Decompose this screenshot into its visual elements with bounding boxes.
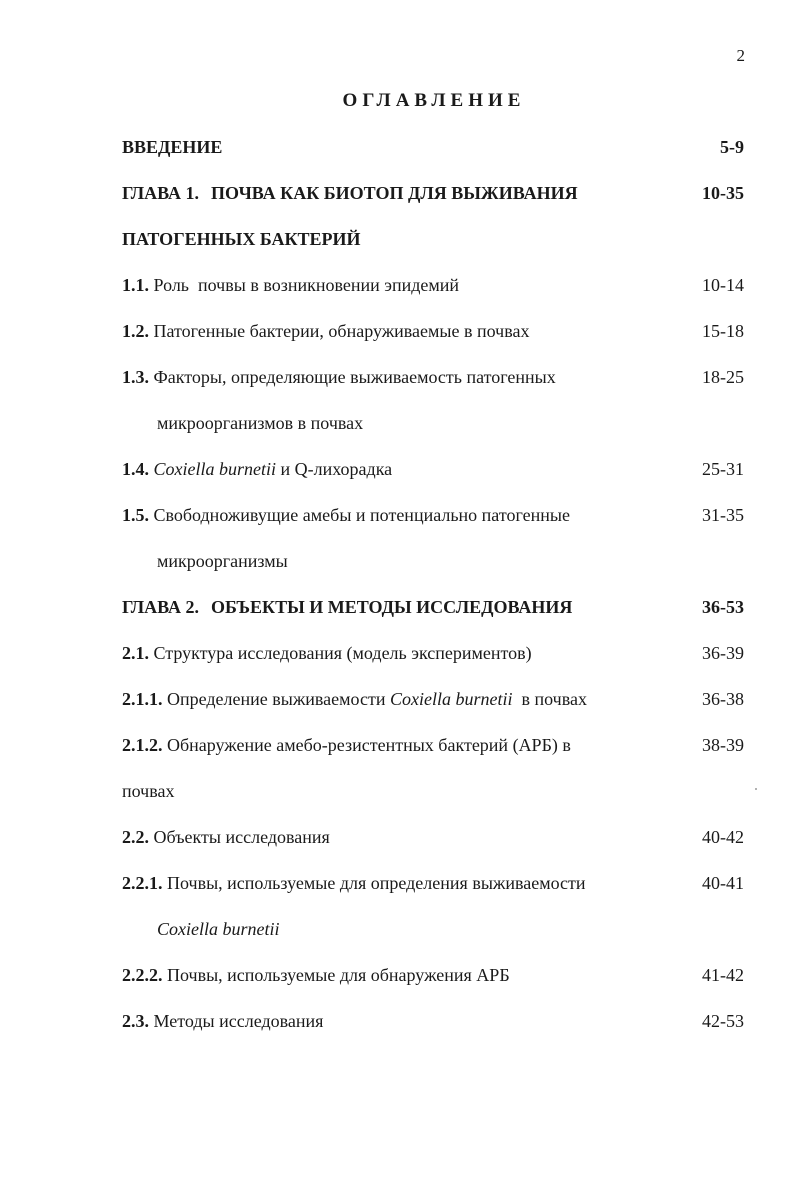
toc-entry-number: 2.2.2. bbox=[122, 965, 163, 985]
toc-entry-pages: 40-41 bbox=[702, 873, 744, 893]
toc-entry-title: Объекты исследования bbox=[153, 827, 330, 847]
toc-entry-title-pre: Определение выживаемости bbox=[167, 689, 390, 709]
toc-entry-title: ОБЪЕКТЫ И МЕТОДЫ ИССЛЕДОВАНИЯ bbox=[211, 597, 573, 617]
toc-entry-1-1[interactable] bbox=[0, 262, 795, 308]
toc-entry-title-cont: Coxiella burnetii bbox=[157, 919, 280, 939]
toc-entry-title-italic: Coxiella burnetii bbox=[390, 689, 513, 709]
toc-entry-2-2-1[interactable] bbox=[0, 860, 795, 906]
toc-entry-continuation bbox=[0, 216, 795, 262]
toc-entry-pages: 36-39 bbox=[702, 643, 744, 663]
toc-entry-title: Почвы, используемые для обнаружения АРБ bbox=[167, 965, 510, 985]
toc-entry-pages: 36-38 bbox=[702, 689, 744, 709]
toc-entry-2-1-2[interactable] bbox=[0, 722, 795, 768]
toc-entry-title-cont: микроорганизмы bbox=[157, 551, 288, 571]
toc-entry-number: 1.5. bbox=[122, 505, 149, 525]
toc-entry-title: Роль почвы в возникновении эпидемий bbox=[153, 275, 460, 295]
toc-entry-1-4[interactable] bbox=[0, 446, 795, 492]
toc-entry-pages: 41-42 bbox=[702, 965, 744, 985]
toc-entry-title: ВВЕДЕНИЕ bbox=[122, 137, 223, 157]
toc-entry-title: ПОЧВА КАК БИОТОП ДЛЯ ВЫЖИВАНИЯ bbox=[211, 183, 578, 203]
toc-entry-title: Обнаружение амебо-резистентных бактерий (АРБ) в bbox=[167, 735, 571, 755]
toc-entry-number: 2.1. bbox=[122, 643, 149, 663]
toc-entry-number: 2.1.2. bbox=[122, 735, 163, 755]
toc-entry-continuation bbox=[0, 906, 795, 952]
toc-entry-number: 2.2. bbox=[122, 827, 149, 847]
toc-entry-continuation bbox=[0, 768, 795, 814]
toc-entry-pages: 36-53 bbox=[702, 597, 744, 617]
toc-entry-title: Факторы, определяющие выживаемость патогенных bbox=[153, 367, 556, 387]
toc-entry-title: Методы исследования bbox=[153, 1011, 324, 1031]
toc-entry-pages: 42-53 bbox=[702, 1011, 744, 1031]
toc-entry-pages: 31-35 bbox=[702, 505, 744, 525]
toc-entry-pages: 25-31 bbox=[702, 459, 744, 479]
scan-speck bbox=[755, 788, 757, 790]
table-of-contents bbox=[0, 124, 795, 1044]
toc-entry-1-3[interactable] bbox=[0, 354, 795, 400]
page-number: 2 bbox=[736, 46, 745, 65]
toc-entry-title-cont: ПАТОГЕННЫХ БАКТЕРИЙ bbox=[122, 229, 361, 249]
toc-entry-pages: 38-39 bbox=[702, 735, 744, 755]
toc-entry-title-cont: микроорганизмов в почвах bbox=[157, 413, 364, 433]
toc-entry-title-rest: и Q-лихорадка bbox=[275, 459, 393, 479]
toc-entry-number: 1.4. bbox=[122, 459, 149, 479]
toc-entry-title-italic: Coxiella burnetii bbox=[153, 459, 276, 479]
toc-entry-number: 2.3. bbox=[122, 1011, 149, 1031]
toc-entry-title-cont: почвах bbox=[122, 781, 175, 801]
toc-entry-number: 1.1. bbox=[122, 275, 149, 295]
toc-entry-number: ГЛАВА 1. bbox=[122, 183, 200, 203]
toc-entry-pages: 15-18 bbox=[702, 321, 744, 341]
toc-entry-title: Структура исследования (модель экспериментов) bbox=[153, 643, 532, 663]
toc-title: ОГЛАВЛЕНИЕ bbox=[342, 90, 526, 111]
toc-entry-chapter-1[interactable] bbox=[0, 170, 795, 216]
toc-entry-number: 2.2.1. bbox=[122, 873, 163, 893]
toc-entry-pages: 5-9 bbox=[720, 137, 744, 157]
toc-entry-introduction[interactable] bbox=[0, 124, 795, 170]
toc-entry-chapter-2[interactable] bbox=[0, 584, 795, 630]
toc-entry-pages: 40-42 bbox=[702, 827, 744, 847]
toc-entry-number: 1.2. bbox=[122, 321, 149, 341]
toc-entry-pages: 10-35 bbox=[702, 183, 744, 203]
toc-entry-continuation bbox=[0, 538, 795, 584]
toc-entry-number: 1.3. bbox=[122, 367, 149, 387]
toc-entry-1-5[interactable] bbox=[0, 492, 795, 538]
toc-entry-title: Патогенные бактерии, обнаруживаемые в почвах bbox=[153, 321, 530, 341]
toc-entry-2-2-2[interactable] bbox=[0, 952, 795, 998]
toc-entry-1-2[interactable] bbox=[0, 308, 795, 354]
toc-entry-2-1-1[interactable] bbox=[0, 676, 795, 722]
toc-entry-number: 2.1.1. bbox=[122, 689, 163, 709]
toc-entry-pages: 10-14 bbox=[702, 275, 744, 295]
toc-entry-number: ГЛАВА 2. bbox=[122, 597, 200, 617]
toc-entry-continuation bbox=[0, 400, 795, 446]
toc-entry-title-rest: в почвах bbox=[512, 689, 587, 709]
toc-entry-2-2[interactable] bbox=[0, 814, 795, 860]
toc-entry-title: Свободноживущие амебы и потенциально патогенные bbox=[153, 505, 570, 525]
toc-entry-title: Почвы, используемые для определения выживаемости bbox=[167, 873, 586, 893]
toc-entry-pages: 18-25 bbox=[702, 367, 744, 387]
toc-entry-2-1[interactable] bbox=[0, 630, 795, 676]
toc-entry-2-3[interactable] bbox=[0, 998, 795, 1044]
